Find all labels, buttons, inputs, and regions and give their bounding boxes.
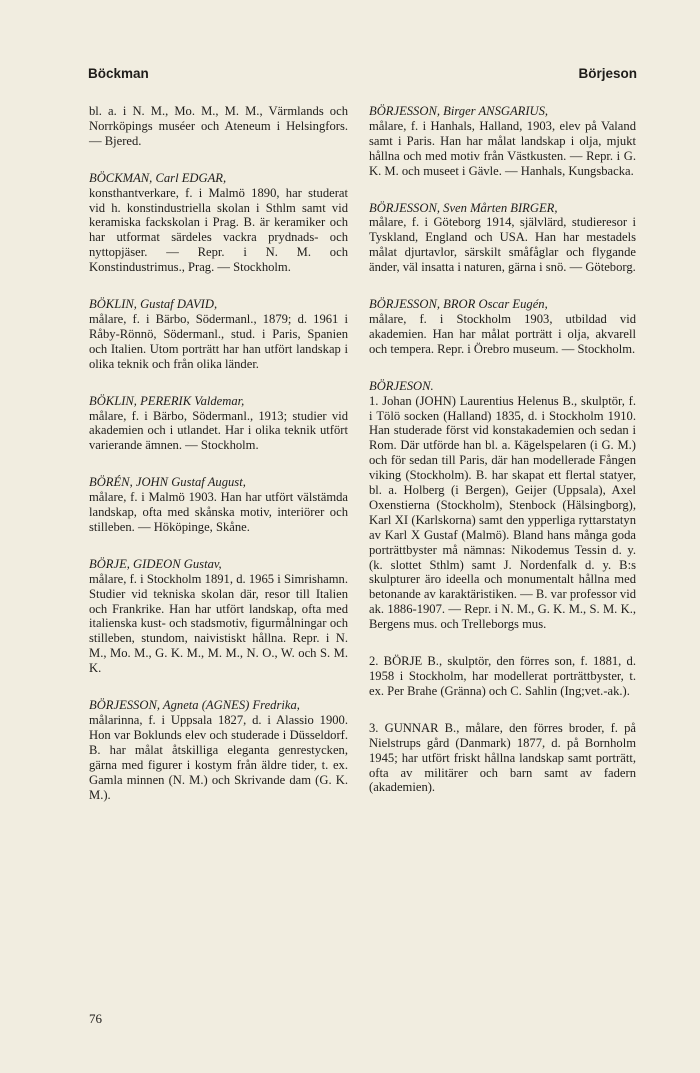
entry-headword: BÖKLIN, PERERIK Valdemar,	[89, 393, 245, 408]
entry	[89, 475, 348, 535]
entry-text: 2. BÖRJE B., skulptör, den förres son, f. 1881, d. 1958 i Stockholm, har modellerat porträttbyster, t. ex. Per Brahe (Gränna) och C. Sahlin (Ing;vet.-ak.).	[369, 654, 636, 698]
entry-text: målare, f. i Hanhals, Halland, 1903, elev på Valand samt i Paris. Han har målat landskap i olja, mjukt hållna och med motiv från Västkusten. — Repr. i G. K. M. och museet i Gävle. — Hanhals, Kungsbacka.	[369, 118, 636, 178]
entry-text: 3. GUNNAR B., målare, den förres broder, f. på Nielstrups gård (Danmark) 1877, d. på Bornholm 1945; har utfört friskt hållna landskap samt porträtt, ofta av militärer och barn samt av fadern (akademien).	[369, 720, 636, 795]
entry	[369, 654, 636, 699]
entry-headword: BÖRÉN, JOHN Gustaf August,	[89, 475, 246, 490]
entry	[89, 394, 348, 454]
header-left: Böckman	[88, 66, 149, 81]
entry-text: målare, f. i Malmö 1903. Han har utfört välstämda landskap, ofta med skånska motiv, interiörer och stilleben. — Hököpinge, Skåne.	[89, 490, 348, 534]
entry-text: målare, f. i Stockholm 1903, utbildad vid akademien. Han har målat porträtt i olja, akvarell och tempera. Repr. i Örebro museum. — Stockholm.	[369, 311, 636, 356]
entry	[89, 557, 348, 676]
entry	[89, 698, 348, 802]
page-number: 76	[89, 1011, 102, 1026]
entry-text: bl. a. i N. M., Mo. M., M. M., Värmlands och Norrköpings muséer och Ateneum i Helsingfors. — Bjered.	[89, 104, 348, 148]
entry-headword: BÖRJESON.	[369, 378, 434, 393]
entry-text: målare, f. i Stockholm 1891, d. 1965 i Simrishamn. Studier vid tekniska skolan där, resor till Italien och Frankrike. Han har utfört landskap, ofta med italienska kust- och stadsmotiv, figurmålningar och stilleben, stundom, naivistiskt hållna. Repr. i N. M., Mo. M., G. K. M., M. M., N. O., W. och S. M. K.	[89, 571, 348, 676]
entry-text: målare, f. i Bärbo, Södermanl., 1913; studier vid akademien och i utlandet. Har i olika teknik utfört varierande ämnen. — Stockholm.	[89, 408, 348, 453]
entry	[89, 297, 348, 372]
entry-text: målare, f. i Göteborg 1914, självlärd, studieresor i Tyskland, England och USA. Han har mestadels målat djurtavlor, särskilt småfåglar och flygande änder, väl insatta i naturen, gärna i snö. — Göteborg.	[369, 215, 636, 275]
entry-headword: BÖCKMAN, Carl EDGAR,	[89, 170, 227, 185]
right-column	[369, 104, 636, 817]
entry-headword: BÖKLIN, Gustaf DAVID,	[89, 297, 218, 312]
entry-headword: BÖRJE, GIDEON Gustav,	[89, 556, 222, 571]
entry-text: målare, f. i Bärbo, Södermanl., 1879; d. 1961 i Råby-Rönnö, Södermanl., stud. i Paris, Spanien och Italien. Utom porträtt har han utfört landskap i olika teknik och från olika länder.	[89, 311, 348, 371]
left-column	[89, 104, 348, 824]
running-header	[88, 66, 637, 81]
entry-headword: BÖRJESSON, Agneta (AGNES) Fredrika,	[89, 698, 300, 713]
entry	[369, 201, 636, 276]
entry	[369, 379, 636, 632]
entry-text: konsthantverkare, f. i Malmö 1890, har studerat vid h. konstindustriella skolan i Sthlm samt vid keramiska fackskolan i Prag. B. är keramiker och har utformat särdeles vackra prydnads- och nyttopjäser. — Repr. i N. M. och Konstindustrimus., Prag. — Stockholm.	[89, 185, 348, 275]
entry	[369, 297, 636, 357]
entry	[89, 104, 348, 149]
entry-headword: BÖRJESSON, Birger ANSGARIUS,	[369, 104, 549, 118]
entry	[369, 104, 636, 179]
entry	[89, 171, 348, 275]
entry-headword: BÖRJESSON, Sven Mårten BIRGER,	[369, 200, 558, 215]
entry	[369, 721, 636, 796]
entry-text: målarinna, f. i Uppsala 1827, d. i Alassio 1900. Hon var Boklunds elev och studerade i Düsseldorf. B. har målat åtskilliga eleganta genrestycken, gärna med figurer i kostym från äldre tider, t. ex. Gamla minnen (N. M.) och Skrivande dam (G. K. M.).	[89, 713, 348, 802]
entry-headword: BÖRJESSON, BROR Oscar Eugén,	[369, 297, 548, 312]
entry-text: 1. Johan (JOHN) Laurentius Helenus B., skulptör, f. i Tölö socken (Halland) 1835, d. i Stockholm 1910. Han studerade först vid konstakademien och sedan i Rom. Där utförde han bl. a. Kägelspelaren (i G. M.) och för sedan till Paris, där han modellerade Fången viking (Stockholm). B. har skapat ett flertal statyer, bl. a. Holberg (i Bergen), Geijer (Uppsala), Axel Oxenstierna (Stockholm), Stenbock (Hälsingborg), Karl XI (Karlskorna) samt den ypperliga ryttarstatyn av Karl X Gustaf (Malmö). Bland hans många goda porträttbyster må nämnas: Nikodemus Tessin d. y. (k. slottet Sthlm) samt J. Nordenfalk d. y. B:s skulpturer äro ideella och monumentalt hållna med betonande av karaktäristiken. — B. var professor vid ak. 1886-1907. — Repr. i N. M., G. K. M., S. M. K., Bergens mus. och Trelleborgs mus.	[369, 393, 636, 632]
header-right: Börjeson	[578, 66, 637, 81]
